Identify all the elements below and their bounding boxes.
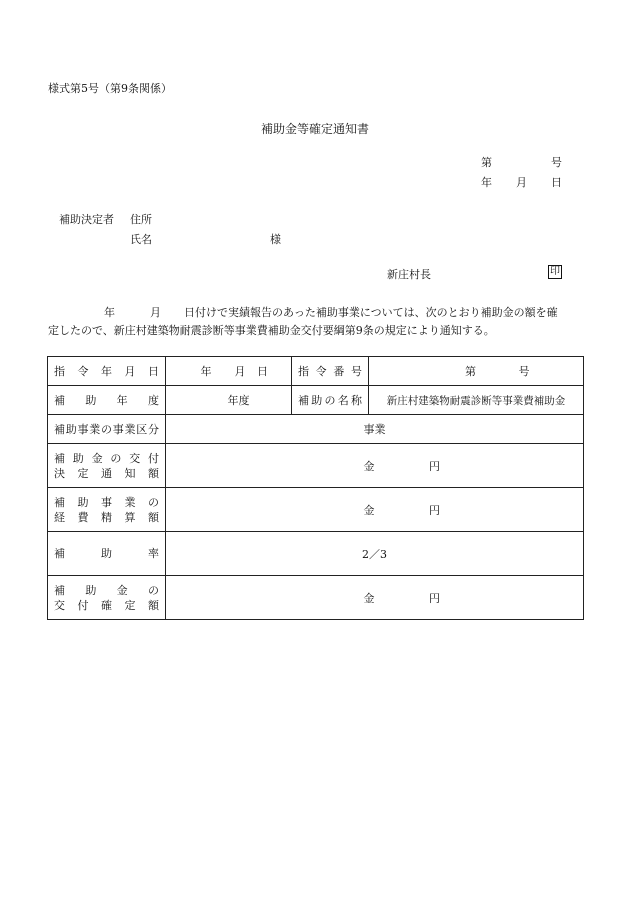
cell-label-expense-amount: 補助事業の 経費精算額: [48, 488, 166, 532]
cell-label-order-date: 指令年月日: [48, 357, 166, 386]
table-row: [48, 415, 584, 444]
cell-order-date: 年 月 日: [166, 357, 292, 386]
cell-subsidy-rate: 2／3: [166, 532, 584, 576]
table-row: [48, 532, 584, 576]
cell-decision-amount: 金 円: [166, 444, 584, 488]
body-year: 年: [104, 306, 115, 319]
cell-final-amount: 金 円: [166, 576, 584, 620]
cell-label-fiscal-year: 補助年度: [48, 386, 166, 415]
page-title: 補助金等確定通知書: [260, 122, 369, 136]
cell-label-final-amount: 補助金の 交付確定額: [48, 576, 166, 620]
body-line2: 定したので、新庄村建築物耐震診断等事業費補助金交付要綱第9条の規定により通知する。: [48, 324, 495, 337]
seal-mark: [548, 264, 562, 279]
doc-number-prefix: 第: [481, 156, 492, 169]
cell-order-number: 第 号: [369, 357, 584, 386]
form-number: 様式第5号（第9条関係）: [48, 82, 172, 95]
body-text: [48, 304, 588, 340]
cell-category: 事業: [166, 415, 584, 444]
date-month: 月: [516, 176, 527, 189]
seal-label: 印: [550, 266, 560, 277]
cell-label-subsidy-rate: 補助率: [48, 532, 166, 576]
cell-label-category: 補助事業の事業区分: [48, 415, 166, 444]
cell-label-decision-amount: 補助金の交付 決定通知額: [48, 444, 166, 488]
table-row: [48, 357, 584, 386]
doc-number-suffix: 号: [551, 156, 562, 169]
cell-subsidy-name: 新庄村建築物耐震診断等事業費補助金: [369, 386, 584, 415]
confirmation-table: [47, 356, 584, 620]
honorific: 様: [270, 233, 281, 246]
body-month: 月: [150, 306, 161, 319]
table-row: [48, 576, 584, 620]
cell-expense-amount: 金 円: [166, 488, 584, 532]
recipient-label: 補助決定者: [59, 213, 114, 226]
date-year: 年: [481, 176, 492, 189]
name-label: 氏名: [130, 233, 152, 246]
table-row: [48, 386, 584, 415]
table-row: [48, 488, 584, 532]
cell-label-order-number: 指令番号: [292, 357, 369, 386]
table-row: [48, 444, 584, 488]
date-day: 日: [551, 176, 562, 189]
issuer-name: 新庄村長: [387, 268, 431, 281]
body-line1: 日付けで実績報告のあった補助事業については、次のとおり補助金の額を確: [184, 306, 558, 319]
cell-fiscal-year: 年度: [166, 386, 292, 415]
cell-label-subsidy-name: 補助の名称: [292, 386, 369, 415]
address-label: 住所: [130, 213, 152, 226]
